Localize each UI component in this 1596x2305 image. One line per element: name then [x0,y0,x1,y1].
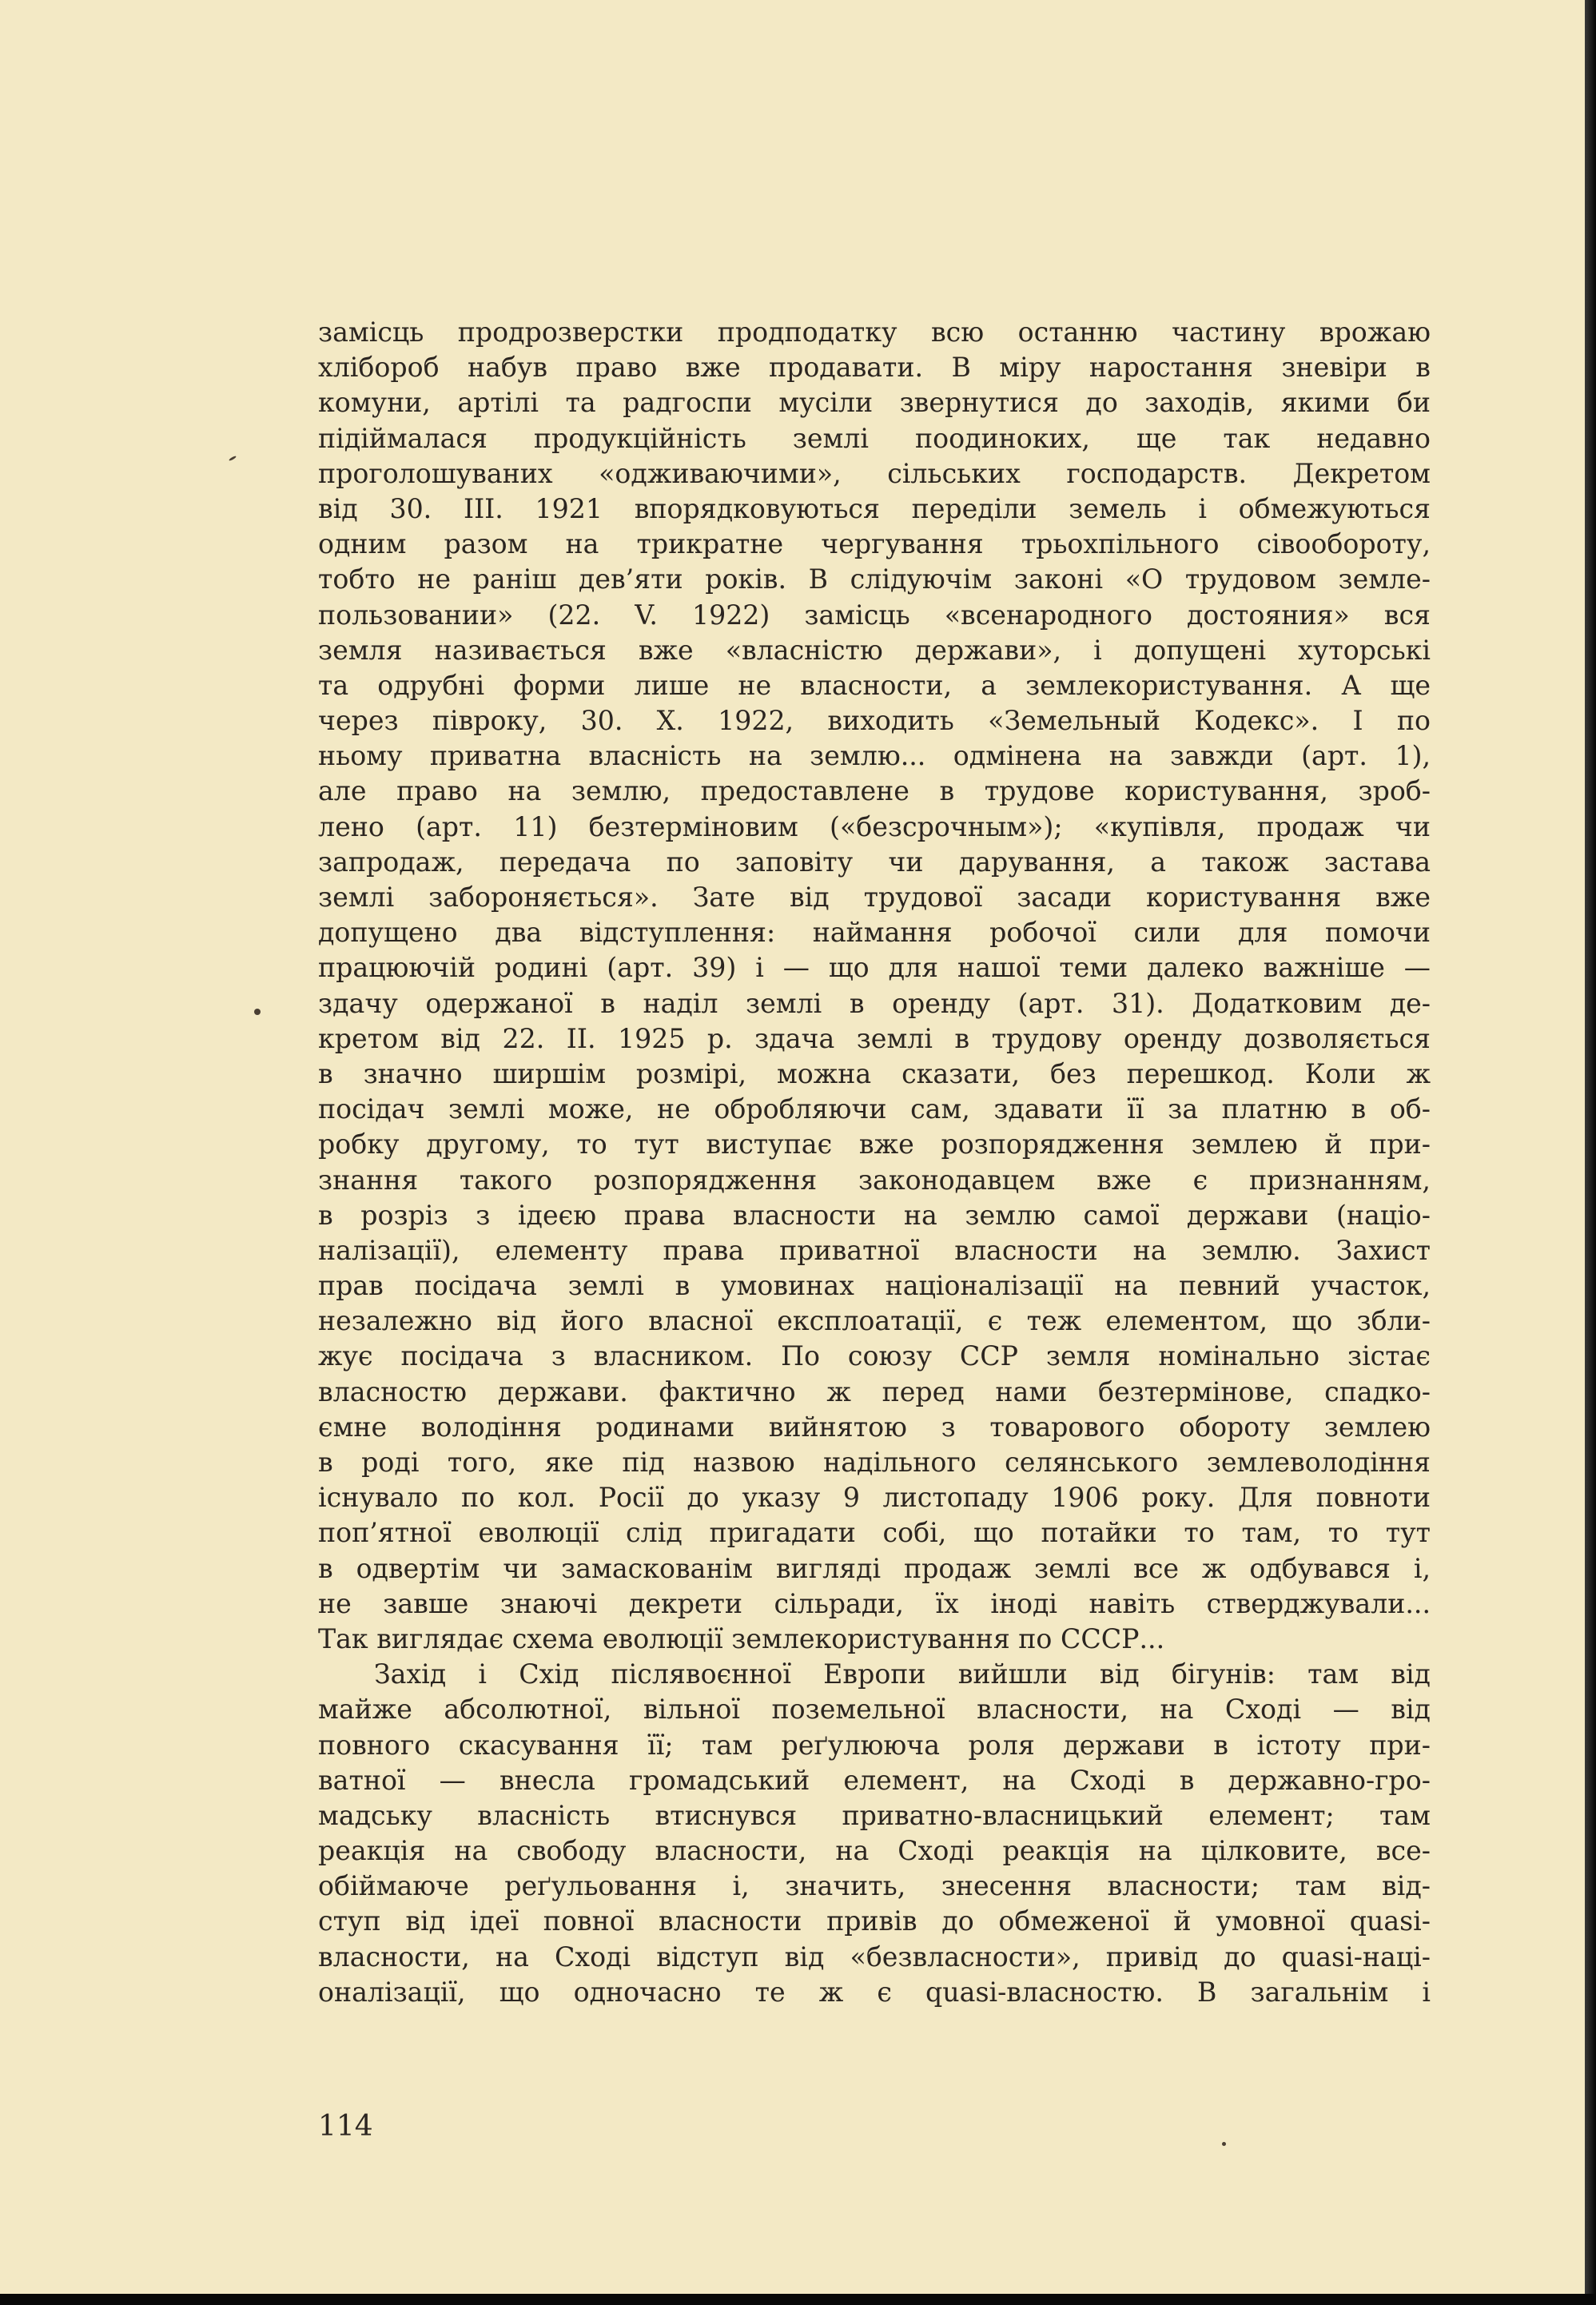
text-line: посідач землі може, не обробляючи сам, здавати її за платню в об- [318,1093,1431,1125]
text-line: знання такого розпорядження законодавцем вже є признанням, [318,1164,1431,1196]
text-line: землі забороняється». Зате від трудової засади користування вже [318,882,1431,913]
text-line: існувало по кол. Росії до указу 9 листопаду 1906 року. Для повноти [318,1482,1431,1514]
text-line: поп’ятної еволюції слід пригадати собі, що потайки то там, то тут [318,1517,1431,1549]
text-line: ватної — внесла громадський елемент, на Сході в державно-гро- [318,1764,1431,1796]
text-line: робку другому, то тут виступає вже розпорядження землею й при- [318,1129,1431,1160]
text-line: в одвертім чи замаскованім вигляді продаж землі все ж одбувався і, [318,1552,1431,1584]
text-line: незалежно від його власної експлоатації, є теж елементом, що збли- [318,1305,1431,1337]
text-line: замісць продрозверстки продподатку всю останню частину врожаю [318,316,1431,348]
text-line: запродаж, передача по заповіту чи дарування, а також застава [318,846,1431,878]
text-line: проголошуваних «одживаючими», сільських господарств. Декретом [318,457,1431,489]
text-line: в значно ширшім розмірі, можна сказати, без перешкод. Коли ж [318,1057,1431,1089]
text-line: обіймаюче реґульовання і, значить, знесення власности; там від- [318,1870,1431,1902]
scan-edge-bottom [0,2294,1596,2305]
text-line: не завше знаючі декрети сільради, їх іноді навіть стверджували... [318,1587,1431,1619]
text-line: підіймалася продукційність землі поодиноких, ще так недавно [318,422,1431,454]
page-number: 114 [318,2110,373,2143]
text-line: через півроку, 30. X. 1922, виходить «Земельный Кодекс». І по [318,705,1431,737]
text-line: в розріз з ідеєю права власности на землю самої держави (націо- [318,1199,1431,1231]
scan-speck [254,1009,261,1015]
text-line: власности, на Сході відступ від «безвласности», привід до quasi-наці- [318,1941,1431,1973]
scan-speck [229,456,237,462]
text-line: земля називається вже «власністю держави», і допущені хуторські [318,634,1431,666]
text-line: але право на землю, предоставлене в трудове користування, зроб- [318,775,1431,807]
text-line: ємне володіння родинами вийнятою з товарового обороту землею [318,1411,1431,1443]
text-line: хлібороб набув право вже продавати. В міру наростання зневіри в [318,352,1431,384]
text-line: допущено два відступлення: наймання робочої сили для помочи [318,917,1431,949]
text-line: здачу одержаної в наділ землі в оренду (арт. 31). Додатковим де- [318,987,1431,1019]
text-line: мадську власність втиснувся приватно-власницький елемент; там [318,1799,1431,1831]
text-line: кретом від 22. II. 1925 р. здача землі в трудову оренду дозволяється [318,1022,1431,1054]
text-line: Так виглядає схема еволюції землекористування по СССР... [318,1622,1165,1654]
scan-edge-right [1585,0,1596,2305]
text-line: оналізації, що одночасно те ж є quasi-власностю. В загальнім і [318,1976,1431,2008]
text-line: працюючій родині (арт. 39) і — що для нашої теми далеко важніше — [318,952,1431,984]
text-line: одним разом на трикратне чергування трьохпільного сівообороту, [318,528,1431,560]
text-line: прав посідача землі в умовинах націоналізації на певний участок, [318,1270,1431,1302]
text-line: лено (арт. 11) безтерміновим («безсрочным»); «купівля, продаж чи [318,810,1431,842]
text-line: тобто не раніш дев’яти років. В слідуючім законі «О трудовом земле- [318,563,1431,595]
text-line: пользовании» (22. V. 1922) замісць «всенародного достояния» вся [318,599,1431,631]
text-line: ступ від ідеї повної власности привів до обмеженої й умовної quasi- [318,1905,1431,1937]
text-line: та одрубні форми лише не власности, а землекористування. А ще [318,669,1431,701]
text-line: в роді того, яке під назвою надільного селянського землеволодіння [318,1447,1431,1478]
text-line: ньому приватна власність на землю... одмінена на завжди (арт. 1), [318,740,1431,772]
text-line: комуни, артілі та радгоспи мусіли звернутися до заходів, якими би [318,387,1431,419]
body-text [318,315,1431,2010]
text-line: налізації), елементу права приватної власности на землю. Захист [318,1234,1431,1266]
text-line: від 30. III. 1921 впорядковуються переділи земель і обмежуються [318,492,1431,524]
text-line: власностю держави. фактично ж перед нами безтермінове, спадко- [318,1375,1431,1407]
text-line: майже абсолютної, вільної поземельної власности, на Сході — від [318,1694,1431,1726]
scan-speck [1222,2142,1226,2146]
text-line: повного скасування її; там реґулююча роля держави в істоту при- [318,1729,1431,1761]
text-line: жує посідача з власником. По союзу ССР земля номінально зістає [318,1340,1431,1372]
text-line: реакція на свободу власности, на Сході реакція на цілковите, все- [318,1835,1431,1867]
text-line: Захід і Схід післявоєнної Европи вийшли від бігунів: там від [374,1658,1431,1690]
